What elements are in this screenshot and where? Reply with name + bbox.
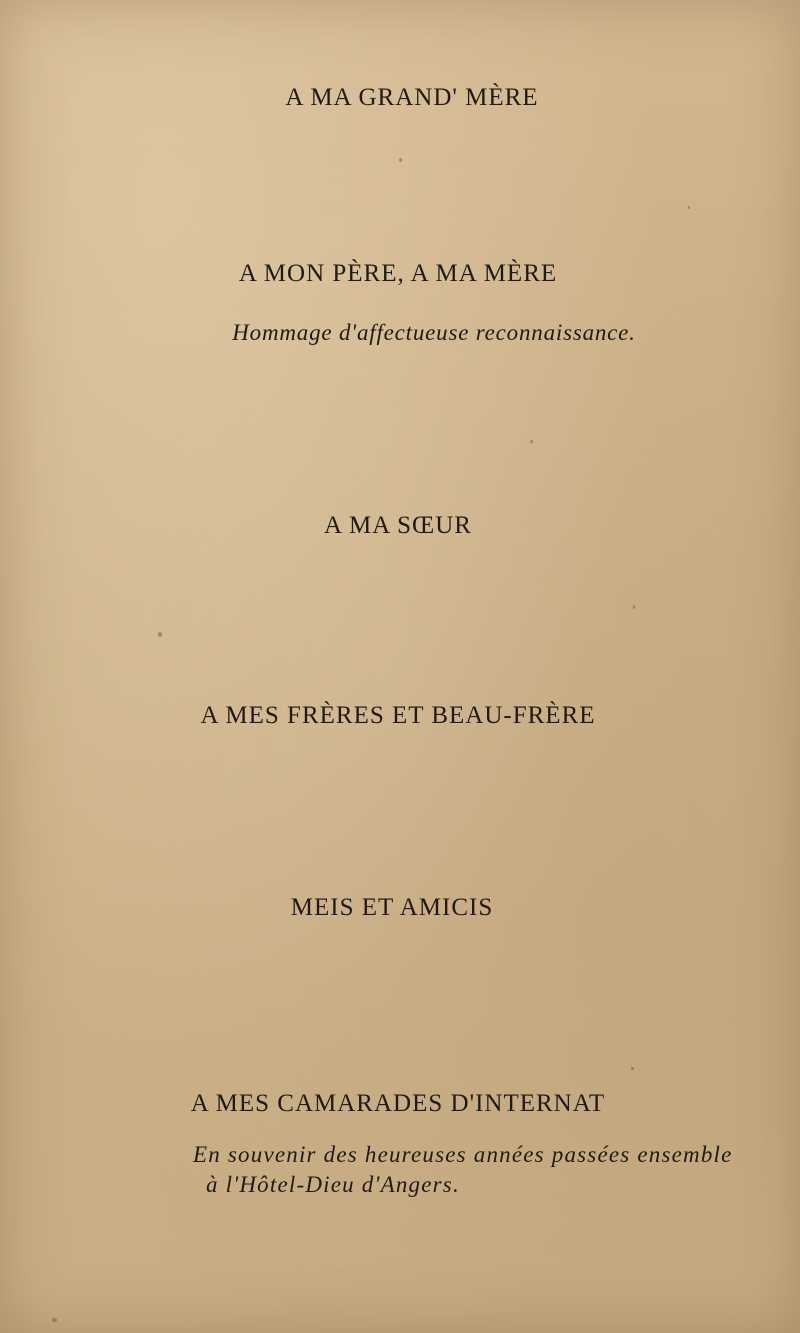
dedication-comrades-note-line1: En souvenir des heureuses années passées ensemble: [193, 1142, 733, 1167]
dedication-comrades: A MES CAMARADES D'INTERNAT: [190, 1090, 606, 1117]
dedication-friends: MEIS ET AMICIS: [290, 894, 494, 921]
paper-speck: [399, 158, 402, 162]
paper-speck: [688, 206, 690, 209]
dedication-brothers: A MES FRÈRES ET BEAU-FRÈRE: [200, 702, 596, 729]
dedication-grandmother: A MA GRAND' MÈRE: [285, 84, 539, 111]
paper-speck: [631, 1067, 634, 1070]
dedication-comrades-note-line2: à l'Hôtel-Dieu d'Angers.: [206, 1172, 460, 1197]
dedication-parents: A MON PÈRE, A MA MÈRE: [238, 260, 558, 287]
paper-speck: [52, 1318, 57, 1322]
dedication-parents-note: Hommage d'affectueuse reconnaissance.: [232, 320, 636, 345]
paper-speck: [158, 632, 162, 637]
paper-speck: [633, 605, 635, 609]
dedication-sister: A MA SŒUR: [324, 512, 472, 539]
paper-speck: [530, 440, 533, 443]
